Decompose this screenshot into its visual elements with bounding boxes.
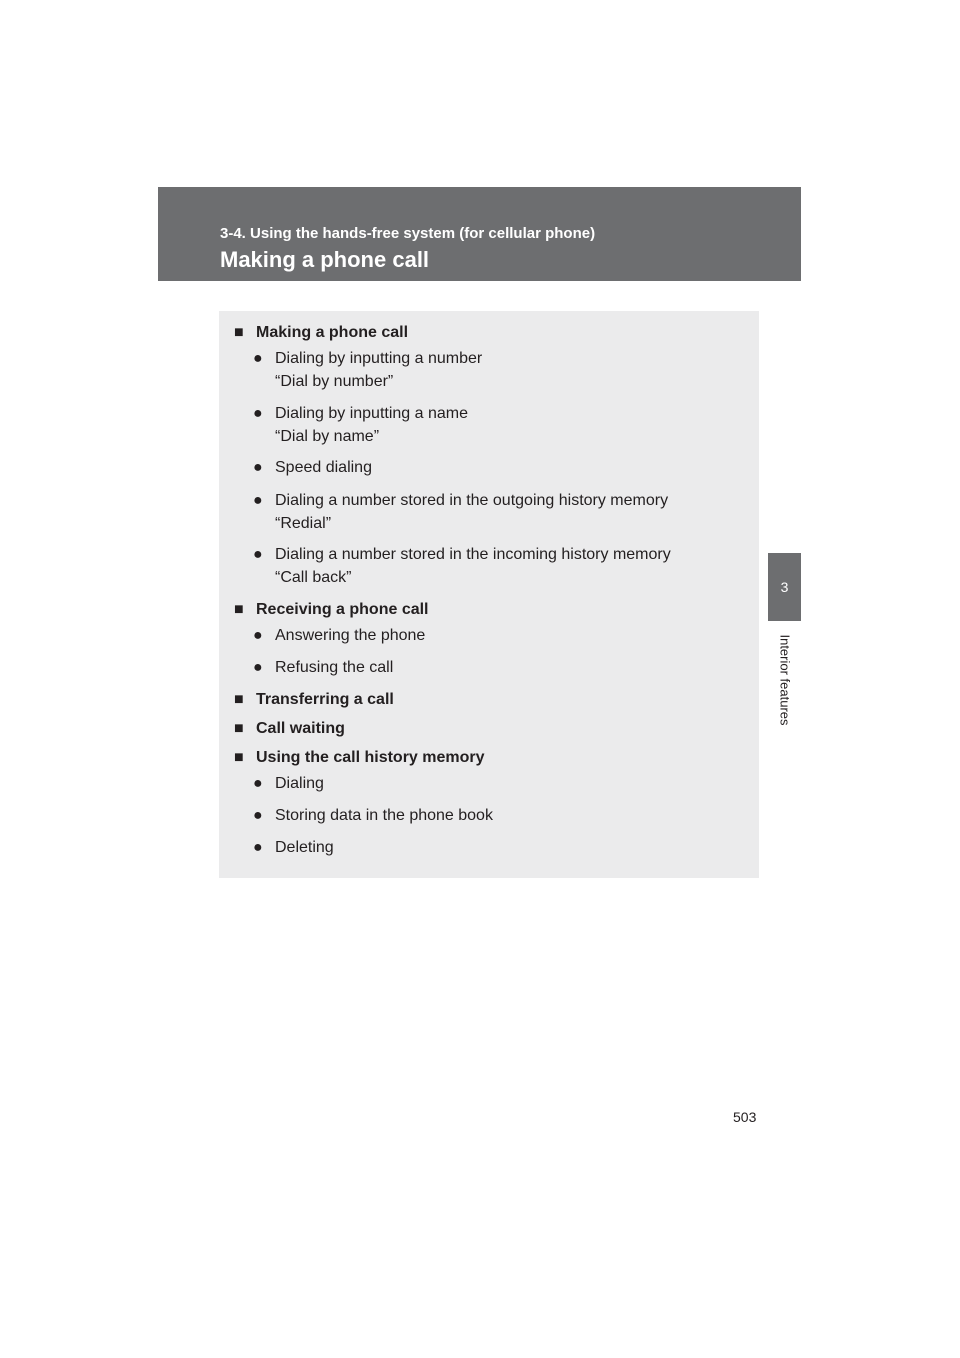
summary-heading: ■ Making a phone call — [234, 321, 408, 344]
summary-heading: ■ Using the call history memory — [234, 746, 485, 769]
summary-bullet: ● Dialing a number stored in the incoming history memory “Call back” — [253, 543, 671, 589]
square-bullet-icon: ■ — [234, 601, 244, 618]
menu-option-label: “Redial” — [275, 515, 332, 532]
summary-bullet: ● Dialing a number stored in the outgoing history memory “Redial” — [253, 489, 668, 535]
page-title: Making a phone call — [220, 247, 430, 272]
summary-box — [219, 311, 759, 878]
summary-bullet: ● Refusing the call — [253, 656, 393, 679]
chapter-number: 3 — [780, 579, 789, 595]
summary-heading: ■ Receiving a phone call — [234, 598, 429, 621]
square-bullet-icon: ■ — [234, 720, 244, 737]
summary-bullet: ● Speed dialing — [253, 456, 372, 479]
round-bullet-icon: ● — [253, 659, 263, 676]
round-bullet-icon: ● — [253, 775, 263, 792]
square-bullet-icon: ■ — [234, 691, 244, 708]
menu-option-label: “Call back” — [275, 569, 352, 586]
round-bullet-icon: ● — [253, 807, 263, 824]
summary-bullet: ● Dialing by inputting a number “Dial by number” — [253, 347, 482, 393]
chapter-number-tab — [768, 553, 801, 621]
round-bullet-icon: ● — [253, 459, 263, 476]
round-bullet-icon: ● — [253, 405, 263, 422]
menu-option-label: “Dial by name” — [275, 428, 380, 445]
round-bullet-icon: ● — [253, 492, 263, 509]
summary-bullet: ● Deleting — [253, 836, 334, 859]
round-bullet-icon: ● — [253, 627, 263, 644]
round-bullet-icon: ● — [253, 350, 263, 367]
summary-bullet: ● Answering the phone — [253, 624, 425, 647]
header-band — [158, 187, 801, 281]
menu-option-label: “Dial by number” — [275, 373, 394, 390]
round-bullet-icon: ● — [253, 546, 263, 563]
chapter-title: Interior features — [777, 634, 793, 726]
section-label: 3-4. Using the hands-free system (for cellular phone) — [220, 225, 596, 242]
summary-heading: ■ Transferring a call — [234, 688, 394, 711]
page-number: 503 — [733, 1109, 757, 1125]
square-bullet-icon: ■ — [234, 749, 244, 766]
summary-bullet: ● Dialing by inputting a name “Dial by name” — [253, 402, 468, 448]
square-bullet-icon: ■ — [234, 324, 244, 341]
summary-bullet: ● Storing data in the phone book — [253, 804, 493, 827]
summary-bullet: ● Dialing — [253, 772, 324, 795]
summary-heading: ■ Call waiting — [234, 717, 345, 740]
round-bullet-icon: ● — [253, 839, 263, 856]
